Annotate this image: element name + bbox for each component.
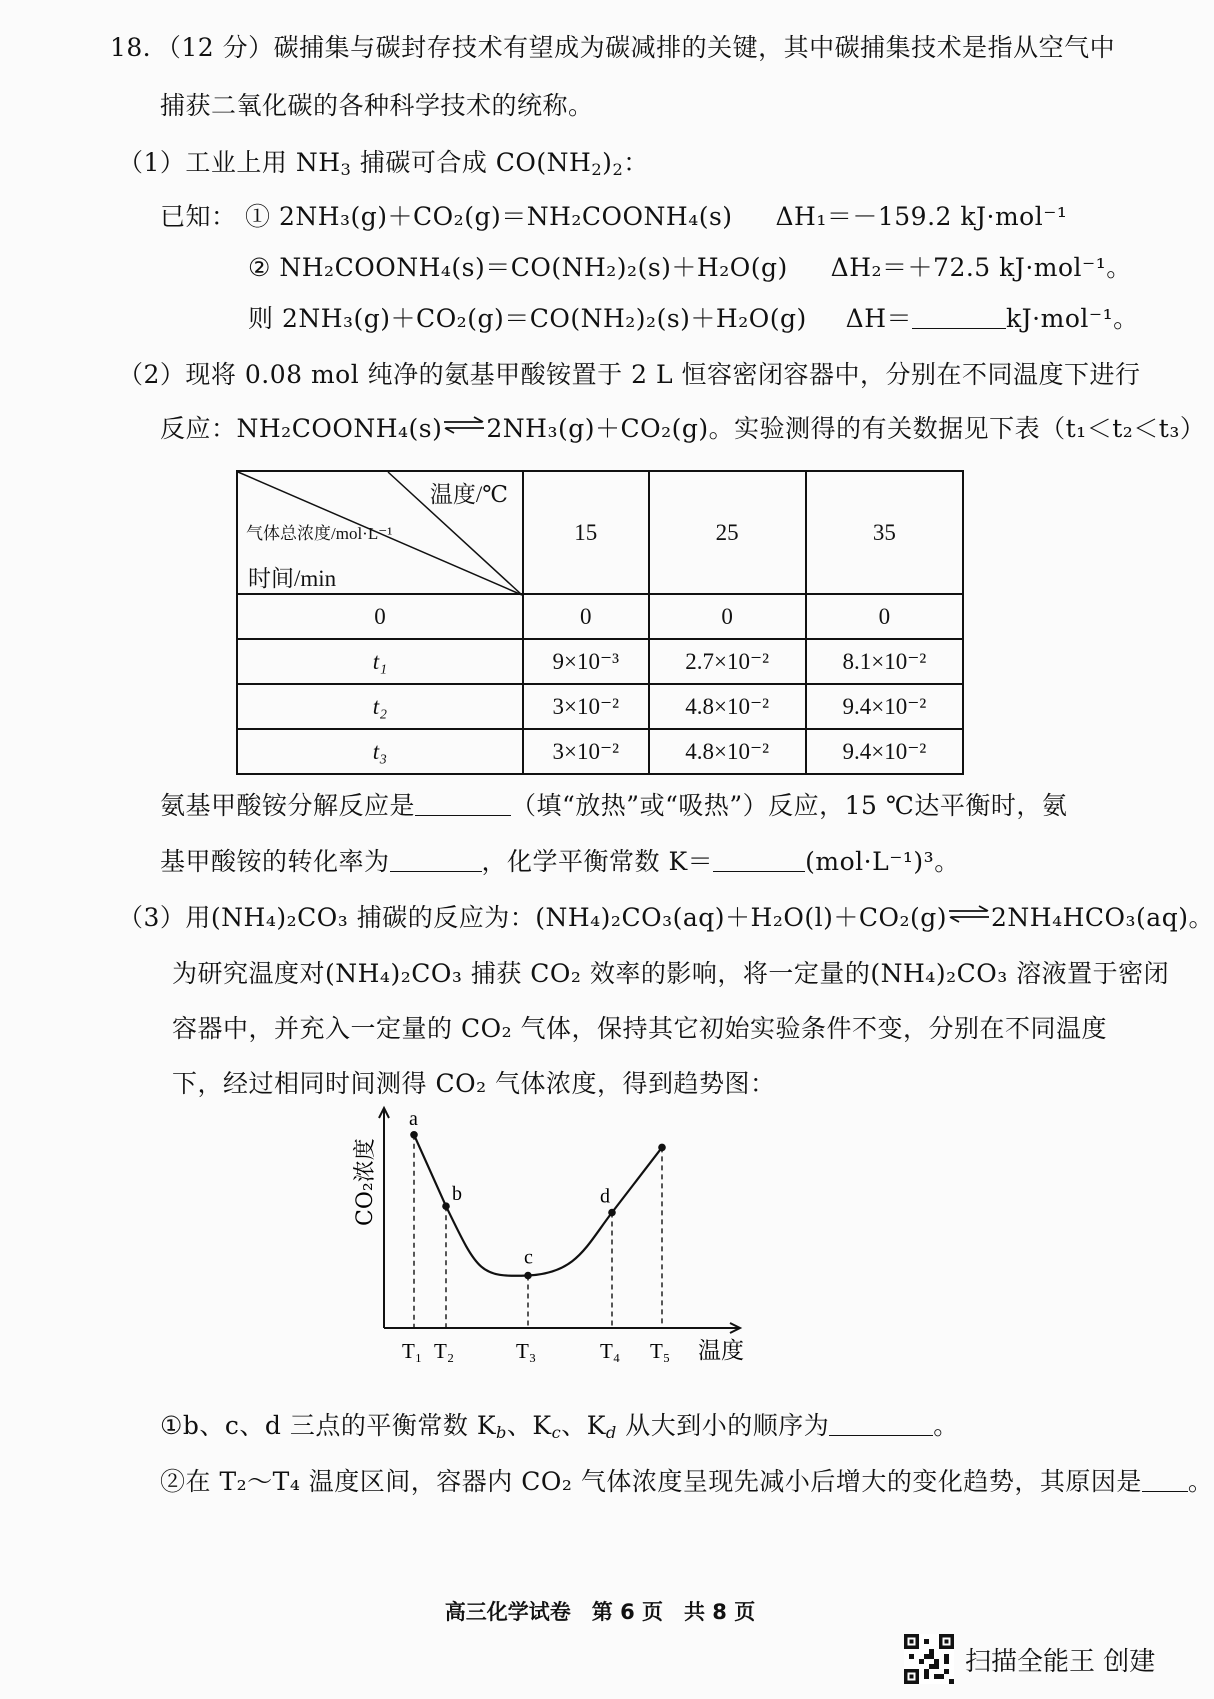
part3-reaction-right: 2NH₄HCO₃(aq)。 <box>991 903 1214 932</box>
eq1-enthalpy: ΔH₁＝－159.2 kJ·mol⁻¹ <box>775 202 1068 231</box>
equilibrium-arrow-icon <box>442 411 486 431</box>
row-time: 0 <box>237 594 523 639</box>
table-row <box>237 639 963 684</box>
data-point <box>658 1144 666 1152</box>
table-cell: 9.4×10⁻² <box>806 684 963 729</box>
p3q1-text-c: 、K <box>561 1411 606 1440</box>
equation-2 <box>248 252 1132 284</box>
p3q1-end: 。 <box>933 1411 959 1440</box>
eq1-text: 2NH₃(g)＋CO₂(g)＝NH₂COONH₄(s) <box>278 202 733 231</box>
part3-label: （3） <box>118 903 186 932</box>
table-cell: 8.1×10⁻² <box>806 639 963 684</box>
table-row <box>237 684 963 729</box>
x-tick-label: T₄ <box>600 1339 621 1363</box>
chart-labels <box>353 1108 744 1364</box>
p3q1-text-d: 从大到小的顺序为 <box>616 1411 830 1440</box>
row-time: t₁ <box>237 639 523 684</box>
sub-2: 2 <box>591 160 603 180</box>
sub-3: 3 <box>340 160 352 180</box>
header-time: 时间/min <box>248 566 337 591</box>
x-axis-label: 温度 <box>698 1338 744 1364</box>
eq2-text: NH₂COONH₄(s)＝CO(NH₂)₂(s)＋H₂O(g) <box>279 253 788 282</box>
x-tick-label: T₂ <box>434 1339 455 1363</box>
part1-text-c: ) <box>602 148 613 177</box>
question-score: （12 分） <box>168 33 274 62</box>
then-unit: kJ·mol⁻¹。 <box>1006 304 1139 333</box>
table-row <box>237 729 963 774</box>
chart-points <box>410 1131 666 1279</box>
chart-dashed-lines <box>414 1135 662 1328</box>
part3-line-1 <box>118 900 1214 934</box>
part3-question-2 <box>160 1466 1213 1498</box>
table-cell: 9.4×10⁻² <box>806 729 963 774</box>
table-cell: 2.7×10⁻² <box>649 639 806 684</box>
equation-1 <box>160 201 1067 233</box>
sub-d: d <box>605 1423 617 1443</box>
data-table <box>236 470 964 775</box>
intro-line-1: 碳捕集与碳封存技术有望成为碳减排的关键，其中碳捕集技术是指从空气中 <box>273 33 1116 62</box>
header-temperature: 温度/℃ <box>429 482 508 507</box>
trend-chart <box>353 1100 830 1370</box>
question-header <box>110 32 1115 64</box>
x-tick-label: T₃ <box>516 1339 537 1363</box>
part3-line-2: 为研究温度对(NH₄)₂CO₃ 捕获 CO₂ 效率的影响，将一定量的(NH₄)₂CO₃ 溶液置于密闭 <box>172 959 1170 988</box>
part1-text-a: 工业上用 NH <box>185 148 341 177</box>
then-equation: 则 2NH₃(g)＋CO₂(g)＝CO(NH₂)₂(s)＋H₂O(g) <box>248 304 807 333</box>
q1-text-a: 氨基甲酸铵分解反应是 <box>160 791 416 820</box>
y-axis-label: CO₂浓度 <box>353 1138 378 1226</box>
part2-reaction-right: 2NH₃(g)＋CO₂(g)。实验测得的有关数据见下表（t₁＜t₂＜t₃） <box>486 414 1206 443</box>
part1-prompt <box>118 147 649 186</box>
part2-label: （2） <box>118 360 186 389</box>
part2-reaction-left: 反应：NH₂COONH₄(s) <box>160 414 443 443</box>
q2-text-a: 基甲酸铵的转化率为 <box>160 847 390 876</box>
table-cell: 4.8×10⁻² <box>649 729 806 774</box>
table-cell: 3×10⁻² <box>523 684 649 729</box>
table-cell: 0 <box>649 594 806 639</box>
temp-25: 25 <box>649 471 806 594</box>
part3-line-3: 容器中，并充入一定量的 CO₂ 气体，保持其它初始实验条件不变，分别在不同温度 <box>172 1014 1108 1043</box>
intro-line-2: 捕获二氧化碳的各种科学技术的统称。 <box>160 91 594 120</box>
eq2-mark: ② <box>248 253 271 282</box>
p3q2-end: 。 <box>1187 1467 1214 1496</box>
part3-question-1 <box>160 1410 959 1449</box>
series-line <box>414 1135 662 1276</box>
known-label: 已知： <box>160 202 237 231</box>
point-label-a: a <box>409 1107 418 1130</box>
table-cell: 0 <box>523 594 649 639</box>
sub-2b: 2 <box>612 160 624 180</box>
table-cell: 0 <box>806 594 963 639</box>
answer-blank-exo-endo[interactable] <box>415 791 511 816</box>
q2-text-c: (mol·L⁻¹)³。 <box>805 847 960 876</box>
eq2-enthalpy: ΔH₂＝＋72.5 kJ·mol⁻¹。 <box>830 253 1132 282</box>
temp-35: 35 <box>806 471 963 594</box>
q2-text-b: ，化学平衡常数 K＝ <box>481 847 714 876</box>
data-point <box>524 1272 532 1280</box>
part1-text-b: 捕碳可合成 CO(NH <box>351 148 592 177</box>
part2-line-1 <box>118 359 1141 391</box>
diagonal-header-cell <box>237 471 523 594</box>
part2-question-2 <box>160 846 960 878</box>
answer-blank-k[interactable] <box>713 847 805 872</box>
q1-text-b: （填“放热”或“吸热”）反应，15 ℃达平衡时，氨 <box>511 791 1068 820</box>
table-cell: 4.8×10⁻² <box>649 684 806 729</box>
data-point <box>442 1202 450 1210</box>
data-point <box>608 1209 616 1217</box>
answer-blank-dh[interactable] <box>912 304 1006 329</box>
point-label-c: c <box>524 1246 533 1269</box>
answer-blank-k-order[interactable] <box>829 1411 933 1436</box>
part3-line-4: 下，经过相同时间测得 CO₂ 气体浓度，得到趋势图： <box>172 1069 776 1098</box>
x-tick-label: T₅ <box>650 1339 671 1363</box>
then-enthalpy-label: ΔH＝ <box>845 304 913 333</box>
point-label-d: d <box>600 1185 610 1208</box>
scanner-watermark: 扫描全能王 创建 <box>965 1647 1156 1677</box>
point-label-b: b <box>452 1183 462 1206</box>
part1-label: （1） <box>118 148 186 177</box>
part2-question-1 <box>160 790 1067 822</box>
p3q1-text-a: ①b、c、d 三点的平衡常数 K <box>160 1411 496 1440</box>
question-number: 18． <box>110 33 169 62</box>
header-concentration: 气体总浓度/mol·L⁻¹ <box>246 524 393 543</box>
qr-code-icon <box>904 1634 954 1684</box>
row-time: t₂ <box>237 684 523 729</box>
part3-reaction-left: 用(NH₄)₂CO₃ 捕碳的反应为：(NH₄)₂CO₃(aq)＋H₂O(l)＋CO₂(g) <box>185 903 947 932</box>
p3q1-text-b: 、K <box>506 1411 552 1440</box>
equation-then <box>248 303 1139 335</box>
part2-text-1: 现将 0.08 mol 纯净的氨基甲酸铵置于 2 L 恒容密闭容器中，分别在不同温度下进行 <box>185 360 1141 389</box>
chart-axes <box>379 1108 740 1333</box>
answer-blank-reason[interactable] <box>1142 1467 1188 1492</box>
p3q2-text: ②在 T₂～T₄ 温度区间，容器内 CO₂ 气体浓度呈现先减小后增大的变化趋势，其原因是 <box>160 1467 1142 1496</box>
temp-15: 15 <box>523 471 649 594</box>
equilibrium-arrow-icon <box>947 900 991 920</box>
row-time: t₃ <box>237 729 523 774</box>
table-cell: 3×10⁻² <box>523 729 649 774</box>
table-row <box>237 594 963 639</box>
x-tick-label: T₁ <box>402 1339 423 1363</box>
answer-blank-conversion[interactable] <box>390 847 482 872</box>
eq1-mark: ① <box>244 202 271 231</box>
part1-text-d: ： <box>623 148 649 177</box>
sub-b: b <box>496 1423 507 1443</box>
table-header-row <box>237 471 963 594</box>
page-footer: 高三化学试卷 第 6 页 共 8 页 <box>444 1600 756 1624</box>
data-point <box>410 1131 418 1139</box>
sub-c: c <box>551 1423 562 1443</box>
table-cell: 9×10⁻³ <box>523 639 649 684</box>
part2-line-2 <box>160 411 1205 445</box>
